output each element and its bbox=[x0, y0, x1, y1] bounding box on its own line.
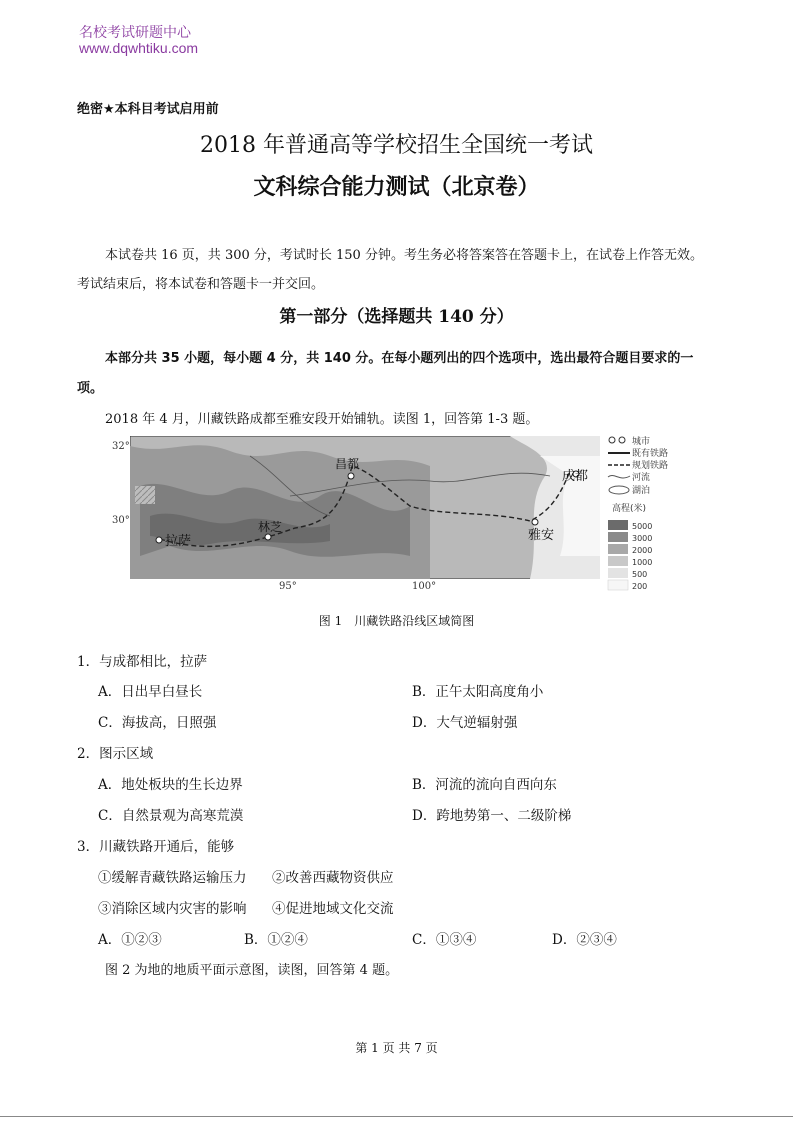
lat-label-30-text: 30° bbox=[112, 515, 130, 526]
question-3-stem: 3．川藏铁路开通后，能够 bbox=[77, 839, 235, 855]
q2-option-d: D．跨地势第一、二级阶梯 bbox=[412, 808, 572, 824]
intro-line1: 本试卷共 16 页，共 300 分，考试时长 150 分钟。考生务必将答案答在答题卡上，在试卷上作答无效。 bbox=[105, 248, 703, 263]
q1-option-c: C．海拔高，日照强 bbox=[98, 715, 217, 731]
exam-subtitle: 文科综合能力测试（北京卷） bbox=[253, 174, 540, 200]
legend-lake: 湖泊 bbox=[632, 486, 651, 496]
q2-option-b: B．河流的流向自西向东 bbox=[412, 777, 557, 793]
q3-statement-3: ③消除区域内灾害的影响 bbox=[98, 901, 247, 917]
figure1-legend bbox=[606, 434, 691, 594]
city-marker-yaan bbox=[532, 519, 538, 525]
legend-elevation-title: 高程(米) bbox=[612, 504, 647, 514]
legend-existing-railway: 既有铁路 bbox=[632, 449, 669, 459]
page-bottom-rule bbox=[0, 1116, 793, 1117]
city-label-changdu: 昌都 bbox=[335, 457, 360, 471]
question-context: 2018 年 4 月，川藏铁路成都至雅安段开始铺轨。读图 1，回答第 1-3 题。 bbox=[105, 412, 539, 427]
figure1-map bbox=[130, 436, 600, 579]
q2-option-c: C．自然景观为高寒荒漠 bbox=[98, 808, 244, 824]
lat-label-32-text: 32° bbox=[112, 441, 130, 452]
part-title: 第一部分（选择题共 140 分） bbox=[279, 307, 514, 327]
city-marker-lasa bbox=[156, 537, 162, 543]
q3-statement-2: ②改善西藏物资供应 bbox=[272, 870, 394, 886]
city-marker-changdu bbox=[348, 473, 354, 479]
q3-option-a: A．①②③ bbox=[98, 932, 162, 948]
q3-option-c: C．①③④ bbox=[412, 932, 477, 948]
q2-option-a: A．地处板块的生长边界 bbox=[98, 777, 243, 793]
intro-line2: 考试结束后，将本试卷和答题卡一并交回。 bbox=[77, 277, 325, 292]
exam-title: 2018 年普通高等学校招生全国统一考试 bbox=[200, 133, 593, 158]
figure2-intro: 图 2 为地的地质平面示意图，读图，回答第 4 题。 bbox=[105, 963, 399, 978]
q3-option-d: D．②③④ bbox=[552, 932, 617, 948]
watermark-line1: 名校考试研题中心 bbox=[79, 25, 191, 41]
q3-statement-1: ①缓解青藏铁路运输压力 bbox=[98, 870, 247, 886]
legend-elev-3000: 3000 bbox=[632, 534, 653, 543]
legend-planned-railway: 规划铁路 bbox=[632, 461, 669, 471]
secret-label: 绝密★本科目考试启用前 bbox=[77, 102, 219, 117]
question-2-stem: 2．图示区域 bbox=[77, 746, 154, 762]
instructions-line1: 本部分共 35 小题，每小题 4 分，共 140 分。在每小题列出的四个选项中，选出最符合题目要求的一 bbox=[105, 351, 694, 366]
q1-option-d: D．大气逆辐射强 bbox=[412, 715, 518, 731]
legend-elev-2000: 2000 bbox=[632, 546, 653, 555]
lon-label-95: 95° bbox=[279, 581, 297, 592]
legend-elev-1000: 1000 bbox=[632, 558, 653, 567]
q3-option-b: B．①②④ bbox=[244, 932, 308, 948]
lon-label-100: 100° bbox=[412, 581, 437, 592]
q1-option-a: A．日出早白昼长 bbox=[98, 684, 203, 700]
city-label-linzhi: 林芝 bbox=[258, 520, 283, 534]
figure1-caption: 图 1 川藏铁路沿线区域简图 bbox=[318, 614, 475, 628]
page-footer: 第 1 页 共 7 页 bbox=[355, 1041, 438, 1055]
city-label-lasa: 拉萨 bbox=[165, 534, 192, 549]
question-1-stem: 1．与成都相比，拉萨 bbox=[77, 654, 208, 670]
q1-option-b: B．正午太阳高度角小 bbox=[412, 684, 544, 700]
city-label-yaan: 雅安 bbox=[528, 528, 555, 543]
legend-city: 城市 bbox=[632, 437, 651, 447]
legend-elev-5000: 5000 bbox=[632, 522, 653, 531]
legend-elev-200: 200 bbox=[632, 582, 648, 591]
watermark-url: www.dqwhtiku.com bbox=[79, 40, 199, 56]
legend-river: 河流 bbox=[632, 473, 651, 483]
q3-statement-4: ④促进地域文化交流 bbox=[272, 901, 394, 917]
instructions-line2: 项。 bbox=[77, 381, 104, 396]
city-label-chengdu: 成都 bbox=[562, 469, 589, 484]
city-marker-linzhi bbox=[265, 534, 271, 540]
legend-elev-500: 500 bbox=[632, 570, 648, 579]
